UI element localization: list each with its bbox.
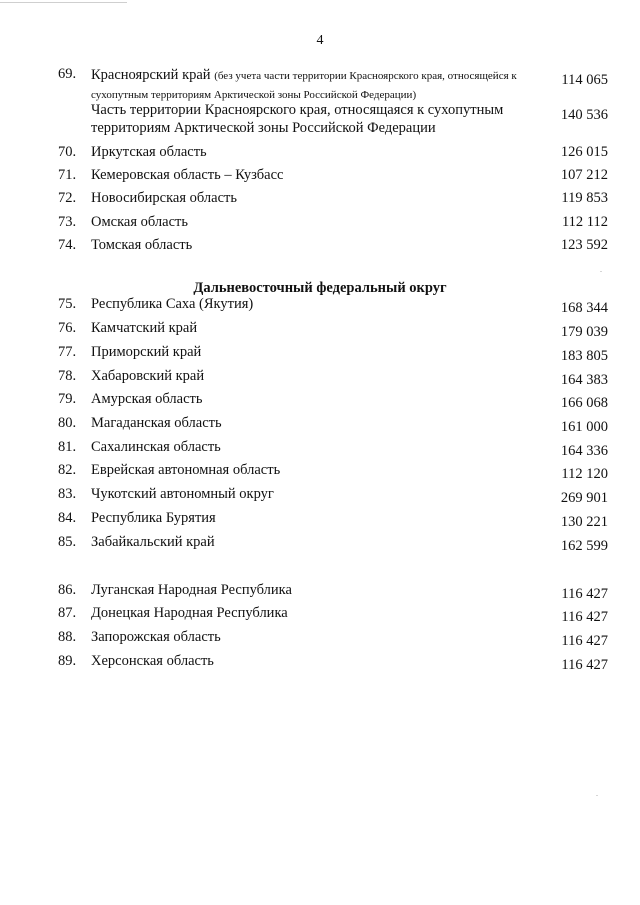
table-row (0, 190, 640, 214)
region-note: (без учета части территории Красноярского края, относящейся к сухопутным территориям Арктической зоны Российской Федерации) (91, 70, 517, 101)
row-number: 84. (58, 510, 77, 526)
row-number: 74. (58, 237, 77, 253)
region-value: 140 536 (560, 107, 608, 123)
table-row (0, 344, 640, 368)
table-row (0, 439, 640, 463)
region-value: 123 592 (560, 237, 608, 253)
table-row (0, 320, 640, 344)
region-value: 112 120 (561, 466, 608, 482)
region-name: Омская область (91, 214, 188, 230)
table-row (0, 653, 640, 677)
region-name: Новосибирская область (91, 190, 237, 206)
table-row (0, 629, 640, 653)
row-number: 87. (58, 605, 77, 621)
region-value: 130 221 (560, 514, 608, 530)
region-name: Запорожская область (91, 629, 221, 645)
table-row (0, 534, 640, 558)
table-row (0, 462, 640, 486)
region-value: 126 015 (560, 144, 608, 160)
region-value: 116 427 (561, 609, 608, 625)
region-value: 179 039 (560, 324, 608, 340)
region-name: Забайкальский край (91, 534, 215, 550)
scan-speck (600, 271, 602, 272)
row-number: 83. (58, 486, 77, 502)
row-number: 79. (58, 391, 77, 407)
region-name: Республика Саха (Якутия) (91, 296, 254, 312)
region-value: 119 853 (561, 190, 608, 206)
row-number: 77. (58, 344, 77, 360)
region-name: Луганская Народная Республика (91, 582, 292, 598)
region-name: Часть территории Красноярского края, относящаяся к сухопутным территориям Арктической зоны Российской Федерации (91, 102, 504, 136)
scan-speck (596, 795, 598, 796)
table-row (0, 144, 640, 168)
region-name: Еврейская автономная область (91, 462, 281, 478)
region-name: Амурская область (91, 391, 203, 407)
region-value: 116 427 (561, 586, 608, 602)
row-number: 75. (58, 296, 77, 312)
row-number: 76. (58, 320, 77, 336)
row-number: 85. (58, 534, 77, 550)
row-number: 80. (58, 415, 77, 431)
region-value: 107 212 (560, 167, 608, 183)
table-row (0, 101, 640, 137)
region-value: 162 599 (560, 538, 608, 554)
row-number: 81. (58, 439, 77, 455)
region-name: Донецкая Народная Республика (91, 605, 288, 621)
region-name: Иркутская область (91, 144, 207, 160)
region-value: 183 805 (560, 348, 608, 364)
row-number: 88. (58, 629, 77, 645)
region-value: 116 427 (561, 657, 608, 673)
row-number: 72. (58, 190, 77, 206)
region-name: Приморский край (91, 344, 202, 360)
region-name: Красноярский край (без учета части территории Красноярского края, относящейся к сухопутным территориям Арктической зоны Российской Федерации) (91, 67, 517, 101)
region-value: 164 383 (560, 372, 608, 388)
table-row (0, 486, 640, 510)
section-heading: Дальневосточный федеральный округ (193, 280, 447, 296)
table-row (0, 167, 640, 191)
row-number: 78. (58, 368, 77, 384)
table-row (0, 296, 640, 320)
row-number: 86. (58, 582, 77, 598)
region-value: 114 065 (561, 72, 608, 88)
region-value: 112 112 (561, 214, 608, 230)
region-name: Хабаровский край (91, 368, 205, 384)
region-name: Сахалинская область (91, 439, 221, 455)
row-number: 70. (58, 144, 77, 160)
table-row (0, 391, 640, 415)
region-name: Кемеровская область – Кузбасс (91, 167, 284, 183)
region-name: Чукотский автономный округ (91, 486, 274, 502)
row-number: 82. (58, 462, 77, 478)
row-number: 71. (58, 167, 77, 183)
region-value: 269 901 (560, 490, 608, 506)
row-number: 89. (58, 653, 77, 669)
region-name: Магаданская область (91, 415, 222, 431)
table-row (0, 510, 640, 534)
region-name: Республика Бурятия (91, 510, 216, 526)
region-value: 116 427 (561, 633, 608, 649)
row-number: 69. (58, 66, 77, 82)
table-row (0, 214, 640, 238)
table-row (0, 415, 640, 439)
region-name: Томская область (91, 237, 193, 253)
table-row (0, 368, 640, 392)
table-row (0, 582, 640, 606)
top-edge-line (0, 2, 127, 3)
region-value: 166 068 (560, 395, 608, 411)
table-row (0, 66, 640, 102)
region-value: 161 000 (560, 419, 608, 435)
region-name: Херсонская область (91, 653, 214, 669)
table-row (0, 605, 640, 629)
region-name: Камчатский край (91, 320, 198, 336)
page-number: 4 (316, 33, 324, 48)
table-row (0, 237, 640, 261)
region-value: 168 344 (560, 300, 608, 316)
row-number: 73. (58, 214, 77, 230)
region-value: 164 336 (560, 443, 608, 459)
